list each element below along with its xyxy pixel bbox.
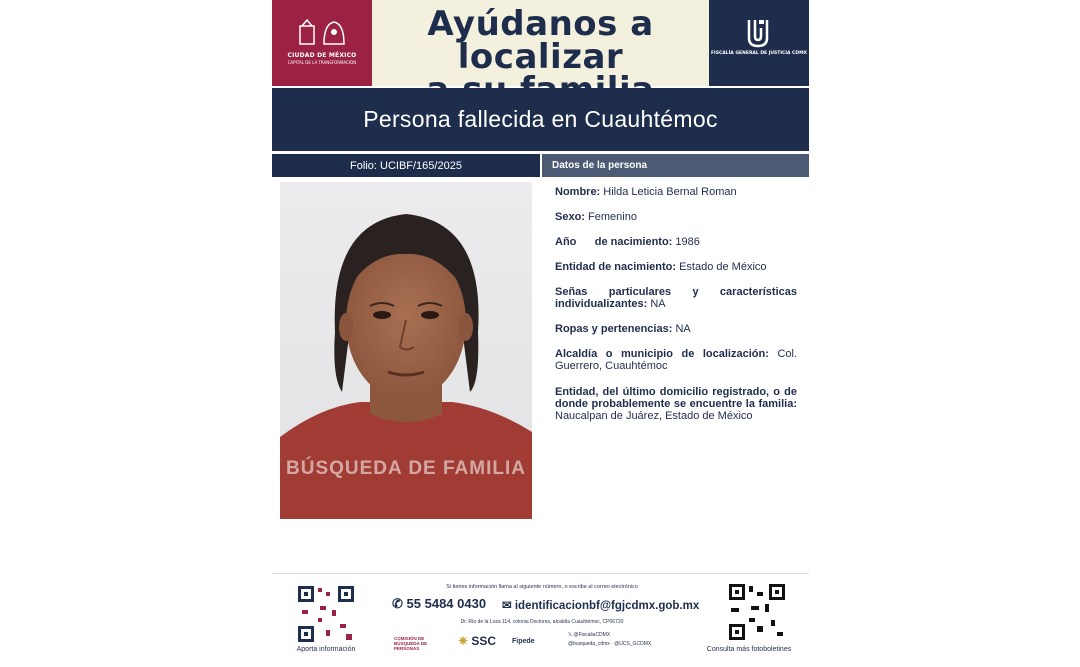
field-nombre <box>555 186 797 198</box>
phone-icon: ✆ <box>392 596 403 611</box>
fgj-logo-panel <box>709 0 809 86</box>
footer-email[interactable] <box>502 598 699 612</box>
slogan-line-1: Ayúdanos a localizar <box>427 4 654 77</box>
header-banner <box>272 0 809 86</box>
fgj-emblem-icon <box>741 16 775 50</box>
social-handles[interactable]: @busqueda_cdmx · @UCS_GCDMX <box>568 641 652 647</box>
footer <box>272 573 809 667</box>
entidad-value: Estado de México <box>679 261 767 273</box>
anio-value: 1986 <box>675 236 700 248</box>
field-senas <box>555 286 797 310</box>
fgj-name: FISCALÍA GENERAL DE JUSTICIA CDMX <box>710 51 808 56</box>
qr-right-label[interactable]: Consulta más fotoboletines <box>706 646 792 653</box>
logo-comision: COMISIÓN DE BÚSQUEDA DE PERSONAS <box>394 636 428 651</box>
field-domicilio <box>555 386 797 422</box>
field-sexo <box>555 211 797 223</box>
domicilio-value: Naucalpan de Juárez, Estado de México <box>555 410 753 422</box>
domicilio-label: Entidad, del último domicilio registrado, o de donde probablemente se encuentre la familia: <box>555 386 797 410</box>
senas-label: Señas particulares y características individualizantes: <box>555 286 797 310</box>
ropas-label: Ropas y pertenencias: <box>555 323 673 335</box>
slogan-panel <box>372 0 709 86</box>
sexo-label: Sexo: <box>555 211 585 223</box>
mail-icon: ✉ <box>502 600 512 612</box>
qr-code-left-icon[interactable] <box>296 584 356 644</box>
anio-label: Año de nacimiento: <box>555 236 673 248</box>
email-address: identificacionbf@fgjcdmx.gob.mx <box>514 600 700 612</box>
poster <box>272 0 809 666</box>
ssc-badge-icon: ✷ <box>458 634 469 648</box>
photo-watermark: BÚSQUEDA DE FAMILIA <box>286 458 526 479</box>
folio-label: Folio: UCIBF/165/2025 <box>272 154 540 177</box>
cdmx-tagline: CAPITAL DE LA TRANSFORMACIÓN <box>287 60 357 65</box>
phone-number: 55 5484 0430 <box>406 596 487 611</box>
alcaldia-label: Alcaldía o municipio de localización: <box>555 348 769 360</box>
field-ropas <box>555 323 797 335</box>
footer-logos <box>392 632 692 656</box>
sexo-value: Femenino <box>588 211 637 223</box>
social-x[interactable] <box>568 632 668 638</box>
section-header-datos: Datos de la persona <box>542 154 809 177</box>
footer-address: Dr. Río de la Loza 114, colonia Doctores, alcaldía Cuauhtémoc, CP06720 <box>460 619 624 625</box>
person-photo <box>280 182 532 519</box>
cdmx-logo-panel <box>272 0 372 86</box>
logo-ssc-text: SSC <box>471 634 497 648</box>
x-icon: 𝕏 <box>568 632 573 638</box>
qr-left-label[interactable]: Aporta información <box>296 646 356 653</box>
cdmx-name: CIUDAD DE MÉXICO <box>287 52 357 59</box>
nombre-value: Hilda Leticia Bernal Roman <box>603 186 737 198</box>
footer-phone[interactable] <box>392 596 486 612</box>
ropas-value: NA <box>675 323 691 335</box>
logo-ssc <box>458 634 498 648</box>
logo-fipede: Fipede <box>512 638 535 645</box>
qr-code-right-icon[interactable] <box>727 582 787 642</box>
field-alcaldia <box>555 348 797 372</box>
page-title: Persona fallecida en Cuauhtémoc <box>272 88 809 151</box>
alcaldia-value: Col. Guerrero, Cuauhtémoc <box>555 348 797 372</box>
senas-value: NA <box>650 298 666 310</box>
field-anio <box>555 236 797 248</box>
field-entidad-nacimiento <box>555 261 797 273</box>
nombre-label: Nombre: <box>555 186 601 198</box>
entidad-label: Entidad de nacimiento: <box>555 261 677 273</box>
footer-info-text: Si tienes información llama al siguiente número, o escribe al correo electrónico <box>446 584 638 590</box>
social-x-handle: @FiscaliaCDMX <box>573 632 611 638</box>
cdmx-emblem-icon <box>294 18 352 48</box>
